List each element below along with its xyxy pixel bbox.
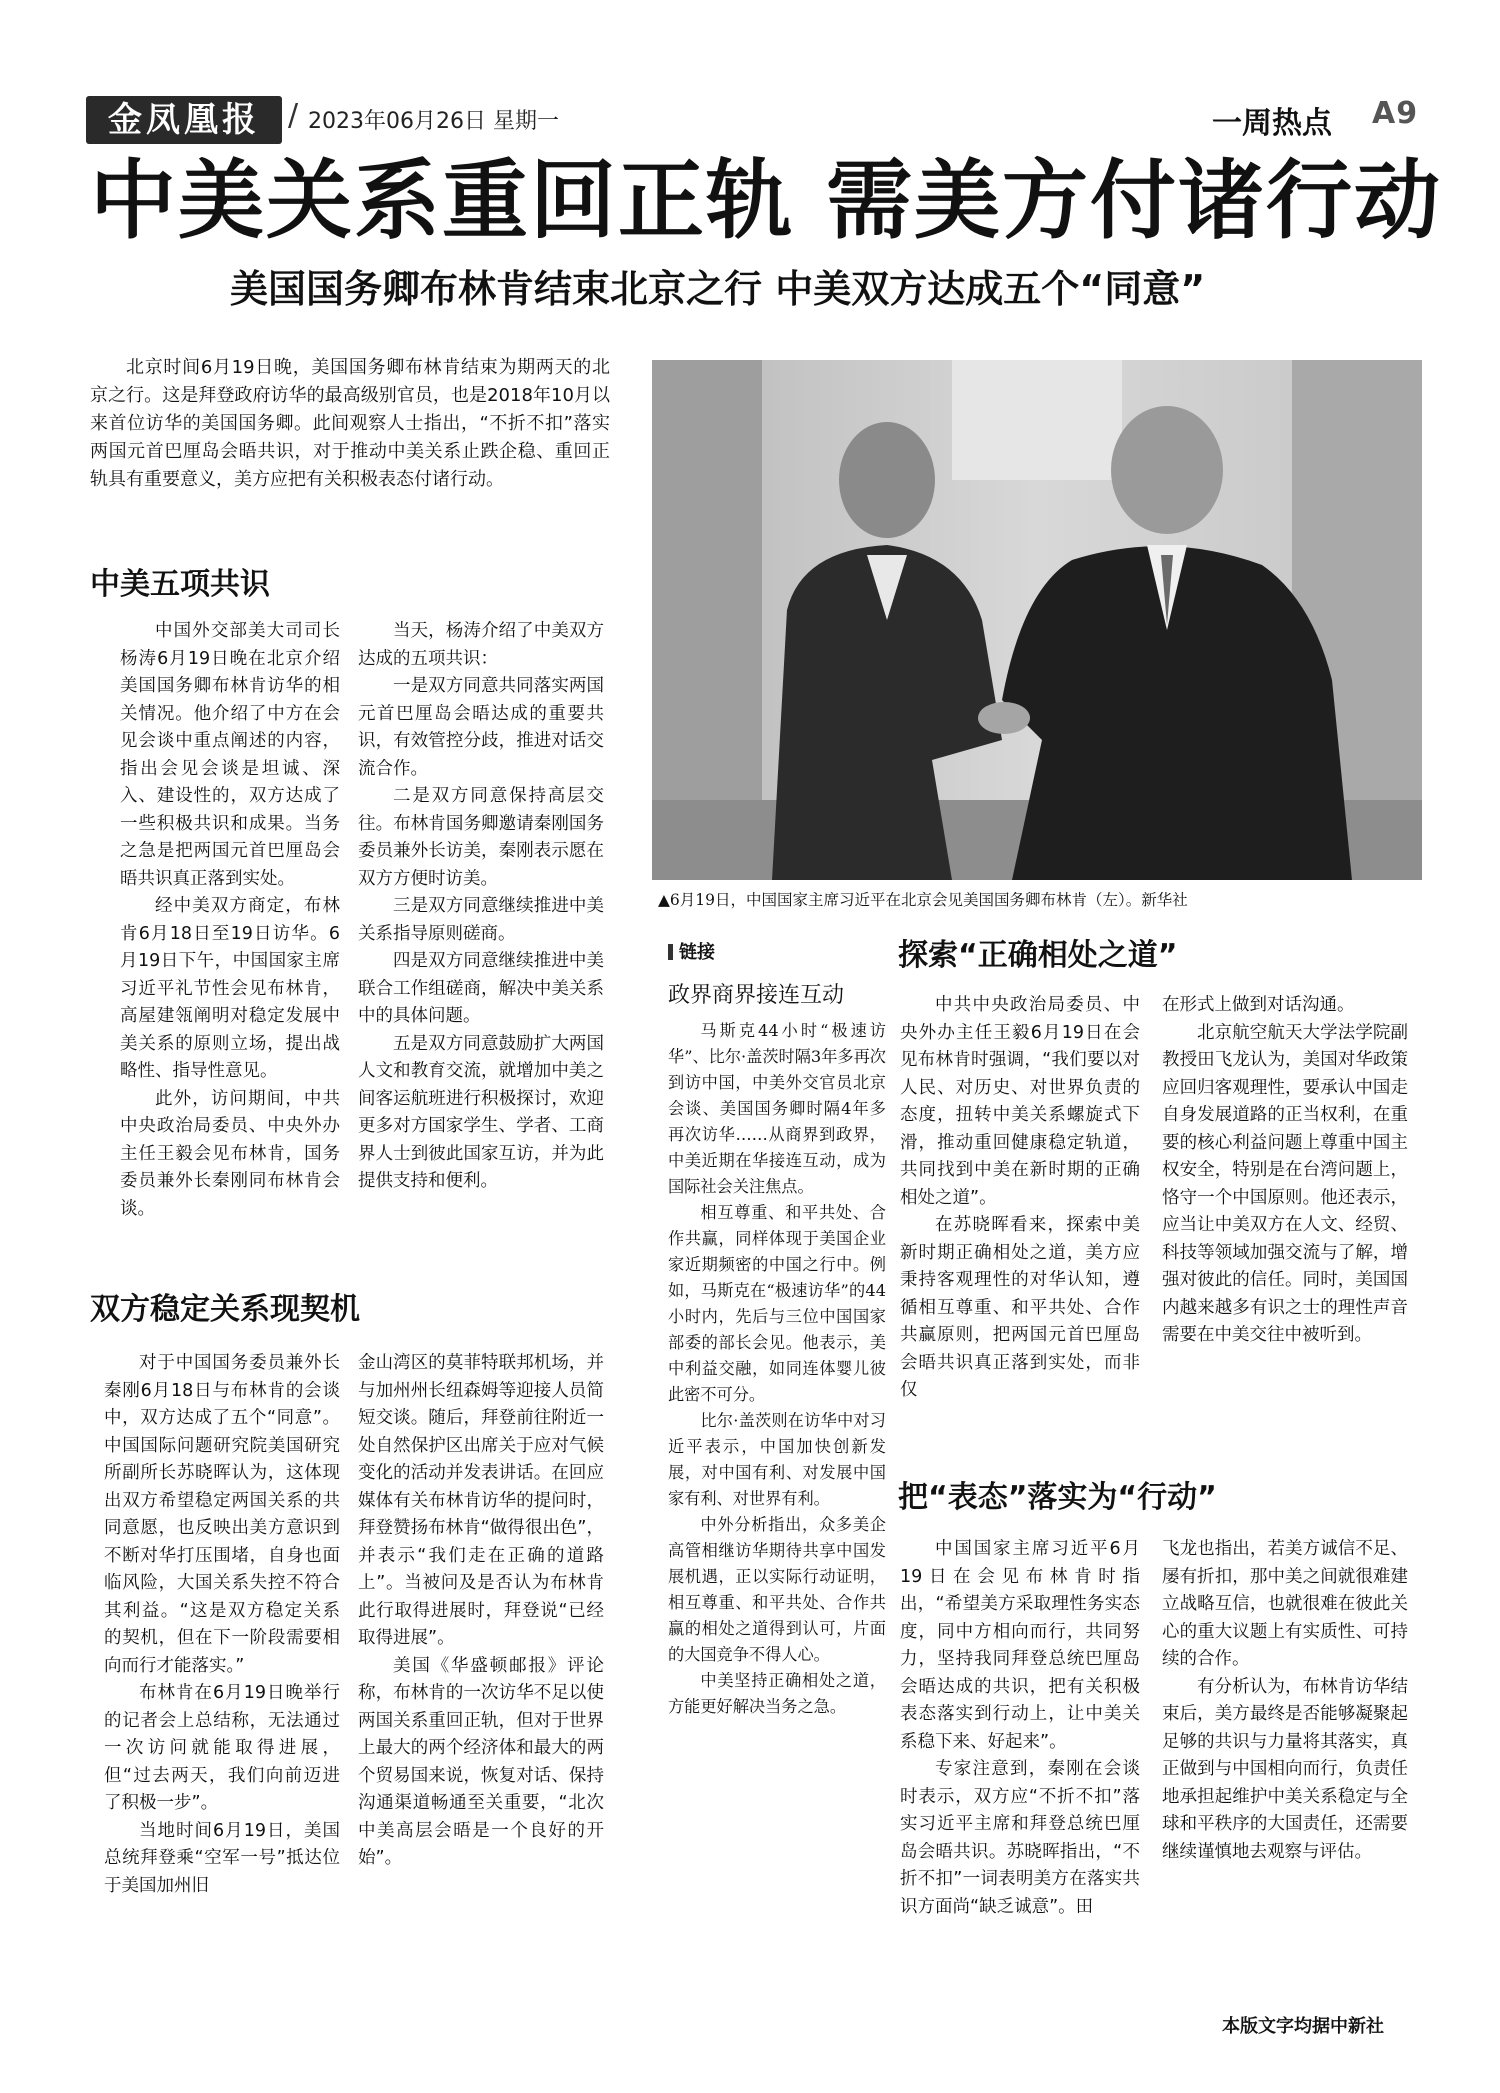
paragraph: 飞龙也指出，若美方诚信不足、屡有折扣，那中美之间就很难建立战略互信，也就很难在彼此关心的重大议题上有实质性、可持续的合作。 (1162, 1539, 1408, 1669)
paragraph: 有分析认为，布林肯访华结束后，美方最终是否能够凝聚起足够的共识与力量将其落实，真正做到与中国相向而行，负责任地承担起维护中美关系稳定与全球和平秩序的大国责任，还需要继续谨慎地去观察与评估。 (1162, 1676, 1408, 1862)
paragraph: 中美坚持正确相处之道，方能更好解决当务之急。 (668, 1671, 886, 1716)
paragraph: 中国国家主席习近平6月19日在会见布林肯时指出，“希望美方采取理性务实态度，同中方相向而行，共同努力，坚持我同拜登总统巴厘岛会晤达成的共识，把有关积极表态落实到行动上，让中美关系稳下来、好起来”。 (900, 1539, 1140, 1752)
paragraph: 中国外交部美大司司长杨涛6月19日晚在北京介绍美国国务卿布林肯访华的相关情况。他介绍了中方在会见会谈中重点阐述的内容，指出会见会谈是坦诚、深入、建设性的，双方达成了一些积极共识和成果。当务之急是把两国元首巴厘岛会晤共识真正落到实处。 (120, 621, 340, 889)
page-number: A9 (1372, 96, 1419, 131)
sidebar-tag (668, 938, 715, 964)
paragraph: 布林肯在6月19日晚举行的记者会上总结称，无法通过一次访问就能取得进展，但“过去两天，我们向前迈进了积极一步”。 (104, 1683, 340, 1813)
paragraph: 在形式上做到对话沟通。 (1162, 995, 1355, 1015)
paragraph: 中外分析指出，众多美企高管相继访华期待共享中国发展机遇，正以实际行动证明，相互尊重、和平共处、合作共赢的相处之道得到认可，片面的大国竞争不得人心。 (668, 1515, 886, 1664)
section-title-correct-way: 探索“正确相处之道” (898, 938, 1178, 973)
paragraph: 金山湾区的莫菲特联邦机场，并与加州州长纽森姆等迎接人员简短交谈。随后，拜登前往附近一处自然保护区出席关于应对气候变化的活动并发表讲话。在回应媒体有关布林肯访华的提问时，拜登赞扬布林肯“做得很出色”，并表示“我们走在正确的道路上”。当被问及是否认为布林肯此行取得进展时，拜登说“已经取得进展”。 (358, 1353, 604, 1648)
section-correct-way-column-1 (900, 992, 1140, 1405)
paragraph: 三是双方同意继续推进中美关系指导原则磋商。 (358, 896, 604, 944)
section-action-column-2 (1162, 1536, 1408, 1866)
photo-caption: ▲6月19日，中国国家主席习近平在北京会见美国国务卿布林肯（左）。新华社 (658, 891, 1188, 909)
paragraph: 一是双方同意共同落实两国元首巴厘岛会晤达成的重要共识，有效管控分歧，推进对话交流合作。 (358, 676, 604, 779)
section-consensus-column-1 (120, 618, 340, 1223)
section-correct-way-column-2 (1162, 992, 1408, 1350)
sidebar-body (668, 1018, 886, 1720)
tag-bar-icon (668, 944, 673, 960)
section-title-action: 把“表态”落实为“行动” (898, 1480, 1217, 1515)
news-photo (652, 360, 1422, 880)
paragraph: 中共中央政治局委员、中央外办主任王毅6月19日在会见布林肯时强调，“我们要以对人民、对历史、对世界负责的态度，扭转中美关系螺旋式下滑，推动重回健康稳定轨道，共同找到中美在新时期的正确相处之道”。 (900, 995, 1140, 1208)
paragraph: 专家注意到，秦刚在会谈时表示，双方应“不折不扣”落实习近平主席和拜登总统巴厘岛会晤共识。苏晓晖指出，“不折不扣”一词表明美方在落实共识方面尚“缺乏诚意”。田 (900, 1759, 1140, 1917)
paragraph: 五是双方同意鼓励扩大两国人文和教育交流，就增加中美之间客运航班进行积极探讨，欢迎更多对方国家学生、学者、工商界人士到彼此国家互访，并为此提供支持和便利。 (358, 1033, 604, 1191)
paragraph: 四是双方同意继续推进中美联合工作组磋商，解决中美关系中的具体问题。 (358, 951, 604, 1026)
paragraph: 二是双方同意保持高层交往。布林肯国务卿邀请秦刚国务委员兼外长访美，秦刚表示愿在双方方便时访美。 (358, 786, 604, 889)
paragraph: 美国《华盛顿邮报》评论称，布林肯的一次访华不足以使两国关系重回正轨，但对于世界上最大的两个经济体和最大的两个贸易国来说，恢复对话、保持沟通渠道畅通至关重要，“北次中美高层会晤是一个良好的开始”。 (358, 1655, 604, 1868)
handshake-photo-illustration (652, 360, 1422, 880)
paragraph: 马斯克44小时“极速访华”、比尔·盖茨时隔3年多再次到访中国，中美外交官员北京会谈、美国国务卿时隔4年多再次访华……从商界到政界，中美近期在华接连互动，成为国际社会关注焦点。 (668, 1021, 886, 1196)
section-stable-column-1 (104, 1350, 340, 1900)
masthead-divider: / (288, 98, 299, 133)
paragraph: 相互尊重、和平共处、合作共赢，同样体现于美国企业家近期频密的中国之行中。例如，马斯克在“极速访华”的44小时内，先后与三位中国国家部委的部长会见。他表示，美中利益交融，如同连体婴儿彼此密不可分。 (668, 1203, 886, 1404)
section-title-consensus: 中美五项共识 (90, 567, 270, 602)
paragraph: 当天，杨涛介绍了中美双方达成的五项共识： (358, 621, 604, 669)
main-headline: 中美关系重回正轨 需美方付诸行动 (90, 151, 1442, 251)
sub-headline: 美国国务卿布林肯结束北京之行 中美双方达成五个“同意” (230, 267, 1206, 311)
sidebar-tag-label: 链接 (679, 942, 715, 963)
lead-paragraph: 北京时间6月19日晚，美国国务卿布林肯结束为期两天的北京之行。这是拜登政府访华的最高级别官员，也是2018年10月以来首位访华的美国国务卿。此间观察人士指出，“不折不扣”落实两国元首巴厘岛会晤共识，对于推动中美关系止跌企稳、重回正轨具有重要意义，美方应把有关积极表态付诸行动。 (90, 357, 610, 490)
section-name: 一周热点 (1212, 106, 1332, 141)
paragraph: 此外，访问期间，中共中央政治局委员、中央外办主任王毅会见布林肯，国务委员兼外长秦刚同布林肯会谈。 (120, 1088, 340, 1219)
paragraph: 当地时间6月19日，美国总统拜登乘“空军一号”抵达位于美国加州旧 (104, 1820, 340, 1896)
section-title-stable-relations: 双方稳定关系现契机 (90, 1292, 360, 1327)
paragraph: 比尔·盖茨则在访华中对习近平表示，中国加快创新发展，对中国有利、对发展中国家有利、对世界有利。 (668, 1411, 886, 1508)
paragraph: 对于中国国务委员兼外长秦刚6月18日与布林肯的会谈中，双方达成了五个“同意”。中国国际问题研究院美国研究所副所长苏晓晖认为，这体现出双方希望稳定两国关系的共同意愿，也反映出美方意识到不断对华打压围堵，自身也面临风险，大国关系失控不符合其利益。“这是双方稳定关系的契机，但在下一阶段需要相向而行才能落实。” (104, 1353, 340, 1676)
sidebar-title: 政界商界接连互动 (668, 983, 845, 1008)
paragraph: 在苏晓晖看来，探索中美新时期正确相处之道，美方应秉持客观理性的对华认知，遵循相互尊重、和平共处、合作共赢原则，把两国元首巴厘岛会晤共识真正落到实处，而非仅 (900, 1215, 1140, 1400)
section-stable-column-2 (358, 1350, 604, 1873)
paragraph: 经中美双方商定，布林肯6月18日至19日访华。6月19日下午，中国国家主席习近平礼节性会见布林肯，高屋建瓴阐明对稳定发展中美关系的原则立场，提出战略性、指导性意见。 (120, 896, 340, 1081)
paragraph: 北京航空航天大学法学院副教授田飞龙认为，美国对华政策应回归客观理性，要承认中国走自身发展道路的正当权利，在重要的核心利益问题上尊重中国主权安全，特别是在台湾问题上，恪守一个中国原则。他还表示，应当让中美双方在人文、经贸、科技等领域加强交流与了解，增强对彼此的信任。同时，美国国内越来越多有识之士的理性声音需要在中美交往中被听到。 (1162, 1022, 1408, 1345)
issue-date: 2023年06月26日 星期一 (308, 109, 559, 134)
section-action-column-1 (900, 1536, 1140, 1921)
source-credit: 本版文字均据中新社 (1222, 2016, 1384, 2037)
section-consensus-column-2 (358, 618, 604, 1196)
newspaper-logo: 金凤凰报 (86, 96, 282, 144)
